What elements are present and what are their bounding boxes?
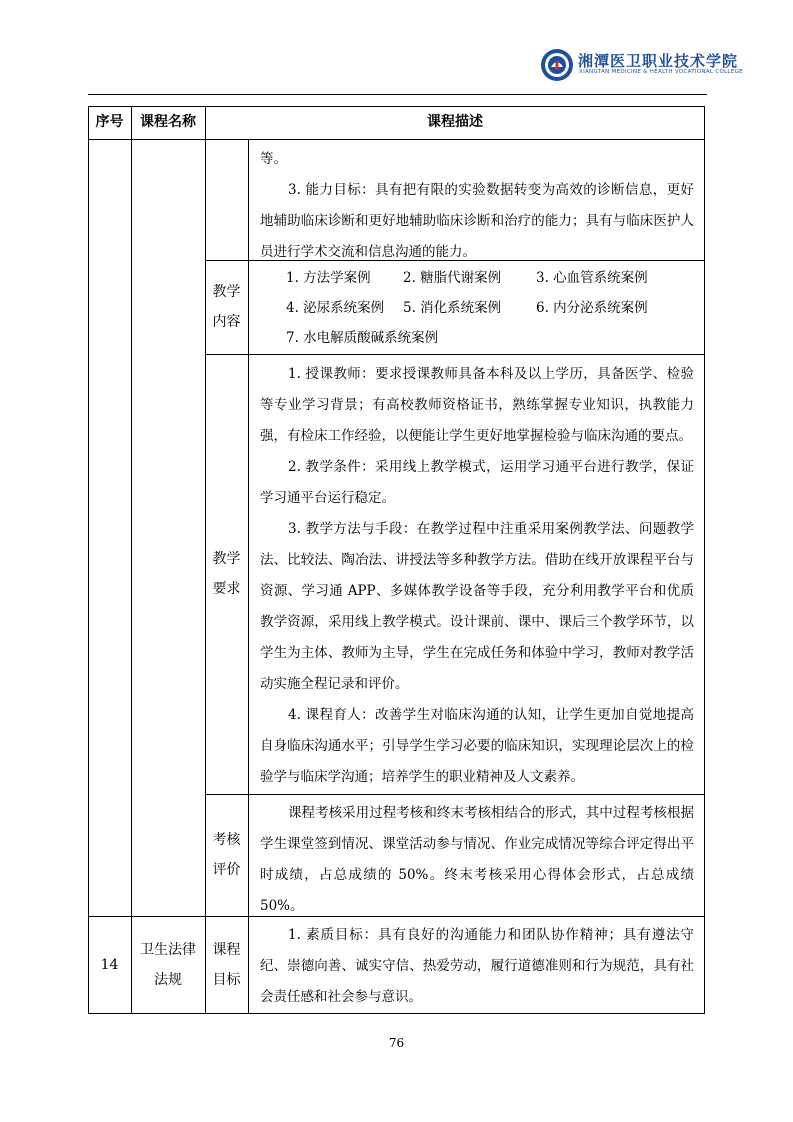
row14-goal-label-line1: 课程: [212, 941, 241, 958]
row14-no: [88, 916, 131, 1013]
content-label: [205, 260, 248, 354]
content-label-line2: 内容: [212, 314, 241, 330]
eval-paragraph: 课程考核采用过程考核和终末考核相结合的形式，其中过程考核根据学生课堂签到情况、课堂活动参与情况、作业完成情况等综合评定得出平时成绩，占总成绩的 50%。终末考核采用心得体会形式，占总成绩 50%。: [260, 805, 694, 914]
content-item: 7. 水电解质酸碱系统案例: [286, 330, 439, 346]
content-item: 3. 心血管系统案例: [536, 270, 648, 286]
row14-no-text: 14: [100, 956, 119, 973]
header-name: 课程名称: [140, 114, 196, 130]
header-no: 序号: [95, 114, 124, 130]
row14-course-name: [131, 916, 205, 1013]
header-desc: 课程描述: [427, 114, 483, 130]
eval-label-line1: 考核: [212, 832, 241, 848]
req-label: [205, 354, 248, 794]
content-item: 5. 消化系统案例: [403, 300, 502, 316]
subrow-divider-req: [205, 354, 705, 355]
eval-label: [205, 794, 248, 916]
col-divider-3: [248, 139, 249, 1014]
req-label-line1: 教学: [212, 551, 241, 567]
table-border-top: [88, 106, 705, 107]
school-logo: [540, 48, 743, 82]
row14-goal-paragraph: 1. 素质目标：具有良好的沟通能力和团队协作精神；具有遵法守纪、崇德向善、诚实守信、热爱劳动，履行道德准则和行为规范，具有社会责任感和社会参与意识。: [260, 927, 694, 1005]
req-paragraph-education: 4. 课程育人：改善学生对临床沟通的认知，让学生更加自觉地提高自身临床沟通水平；引导学生学习必要的临床知识，实现理论层次上的检验学与临床学沟通；培养学生的职业精神及人文素养。: [260, 707, 694, 785]
req-paragraph-methods: 3. 教学方法与手段：在教学过程中注重采用案例教学法、问题教学法、比较法、陶冶法、讲授法等多种教学方法。借助在线开放课程平台与资源、学习通 APP、多媒体教学设备等手段，充分利用教学平台和优质教学资源，采用线上教学模式。设计课前、课中、课后三个教学环节，以学生为主体、教师为主导，学生在完成任务和体验中学习，教师对教学活动实施全程记录和评价。: [260, 521, 694, 692]
row14-name-line2: 法规: [154, 971, 182, 988]
header-rule: [88, 94, 707, 95]
header-row-divider: [88, 139, 705, 140]
content-item: 2. 糖脂代谢案例: [403, 270, 502, 286]
req-paragraph-teacher: 1. 授课教师：要求授课教师具备本科及以上学历，具备医学、检验等专业学习背景；有高校教师资格证书，熟练掌握专业知识，执教能力强，有检床工作经验，以便能让学生更好地掌握检验与临床沟通的要点。: [260, 366, 694, 444]
content-label-line1: 教学: [212, 284, 241, 300]
eval-label-line2: 评价: [212, 862, 241, 878]
row14-goal-label-line2: 目标: [212, 971, 241, 988]
course-table: [88, 106, 705, 1014]
school-name-en: XIANGTAN MEDICINE & HEALTH VOCATIONAL COLLEGE: [579, 69, 743, 75]
table-border-bottom: [88, 1013, 705, 1014]
page-number: 76: [388, 1036, 405, 1050]
row14-goal-label: [205, 916, 248, 1013]
content-item: 4. 泌尿系统案例: [286, 300, 385, 316]
table-border-right: [704, 106, 705, 1014]
row14-name-line1: 卫生法律: [140, 941, 196, 958]
ability-goal-text: 3. 能力目标：具有把有限的实验数据转变为高效的诊断信息，更好地辅助临床诊断和更好地辅助临床诊断和治疗的能力；具有与临床医护人员进行学术交流和信息沟通的能力。: [260, 182, 694, 260]
req-label-line2: 要求: [212, 581, 241, 597]
goal-tail: 等。: [260, 151, 287, 167]
school-name-cn: 湘潭医卫职业技术学院: [578, 52, 739, 70]
req-paragraph-conditions: 2. 教学条件：采用线上教学模式，运用学习通平台进行教学，保证学习通平台运行稳定。: [260, 459, 694, 506]
content-item: 6. 内分泌系统案例: [536, 300, 648, 316]
table-border-left: [88, 106, 89, 1014]
subrow-divider-eval: [205, 794, 705, 795]
col-divider-1: [131, 106, 132, 1014]
content-item: 1. 方法学案例: [286, 270, 371, 286]
school-emblem-icon: [540, 48, 574, 82]
